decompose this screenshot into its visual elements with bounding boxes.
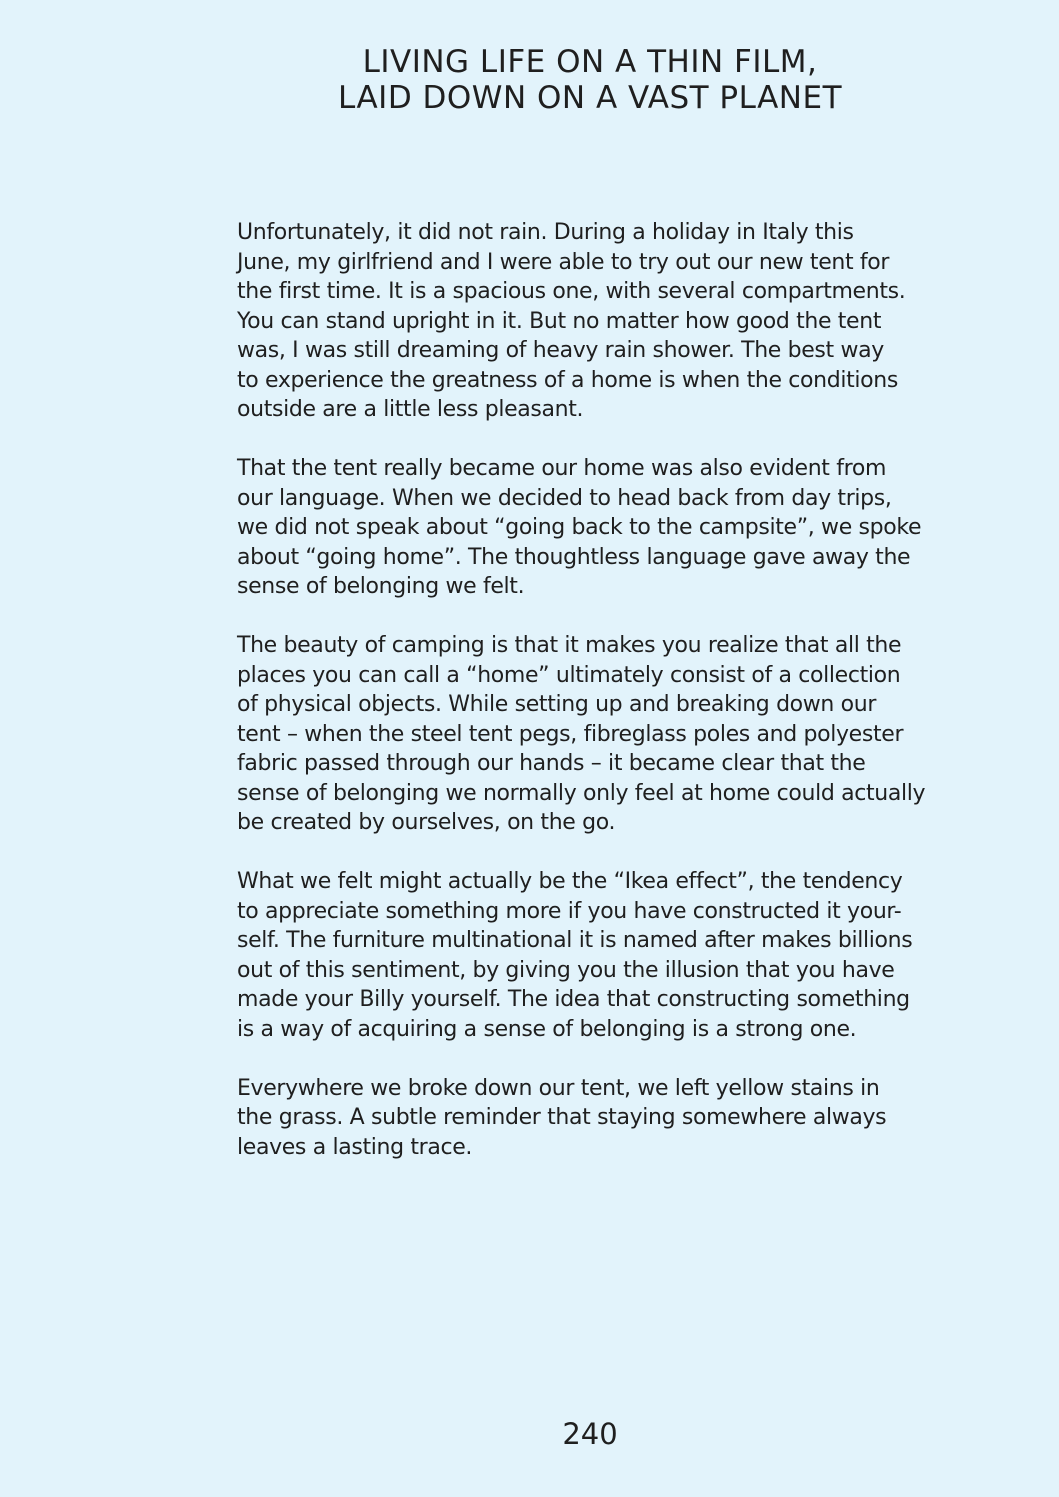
text-line: self. The furniture multinational it is named after makes billions [237,928,913,953]
article-title-line-1: LIVING LIFE ON A THIN FILM, [362,44,818,80]
text-line: fabric passed through our hands – it became clear that the [237,751,866,776]
paragraph-3 [237,631,957,838]
text-line: made your Billy yourself. The idea that constructing something [237,987,910,1012]
text-line: is a way of acquiring a sense of belonging is a strong one. [237,1016,857,1042]
text-line: What we felt might actually be the “Ikea effect”, the tendency [237,869,903,894]
text-line: tent – when the steel tent pegs, fibreglass poles and polyester [237,721,904,747]
paragraph-2 [237,454,957,602]
text-line: was, I was still dreaming of heavy rain shower. The best way [237,338,884,363]
text-line: about “going home”. The thoughtless language gave away the [237,544,911,570]
article-body [237,218,957,1192]
text-line: the first time. It is a spacious one, with several compartments. [237,279,906,304]
text-line: sense of belonging we felt. [237,574,525,599]
text-line: to experience the greatness of a home is when the conditions [237,367,898,393]
paragraph-4 [237,867,957,1044]
text-line: The beauty of camping is that it makes you realize that all the [237,633,902,658]
article-title [240,44,940,116]
text-line: You can stand upright in it. But no matter how good the tent [237,308,882,334]
text-line: to appreciate something more if you have constructed it your- [237,898,902,924]
text-line: leaves a lasting trace. [237,1134,473,1160]
text-line: out of this sentiment, by giving you the illusion that you have [237,957,895,983]
paragraph-5 [237,1074,957,1163]
text-line: Everywhere we broke down our tent, we left yellow stains in [237,1075,880,1101]
text-line: the grass. A subtle reminder that staying somewhere always [237,1105,887,1130]
text-line: That the tent really became our home was also evident from [237,456,887,481]
article-title-line-2: LAID DOWN ON A VAST PLANET [337,80,843,116]
text-line: sense of belonging we normally only feel at home could actually [237,780,926,806]
text-line: June, my girlfriend and I were able to try out our new tent for [237,249,890,275]
page-number: 240 [562,1417,618,1451]
text-line: we did not speak about “going back to the campsite”, we spoke [237,515,922,540]
text-line: our language. When we decided to head back from day trips, [237,485,892,511]
text-line: Unfortunately, it did not rain. During a holiday in Italy this [237,220,854,245]
text-line: be created by ourselves, on the go. [237,810,616,835]
text-line: of physical objects. While setting up and breaking down our [237,692,877,717]
paragraph-1 [237,218,957,425]
text-line: places you can call a “home” ultimately consist of a collection [237,662,901,688]
text-line: outside are a little less pleasant. [237,397,584,422]
